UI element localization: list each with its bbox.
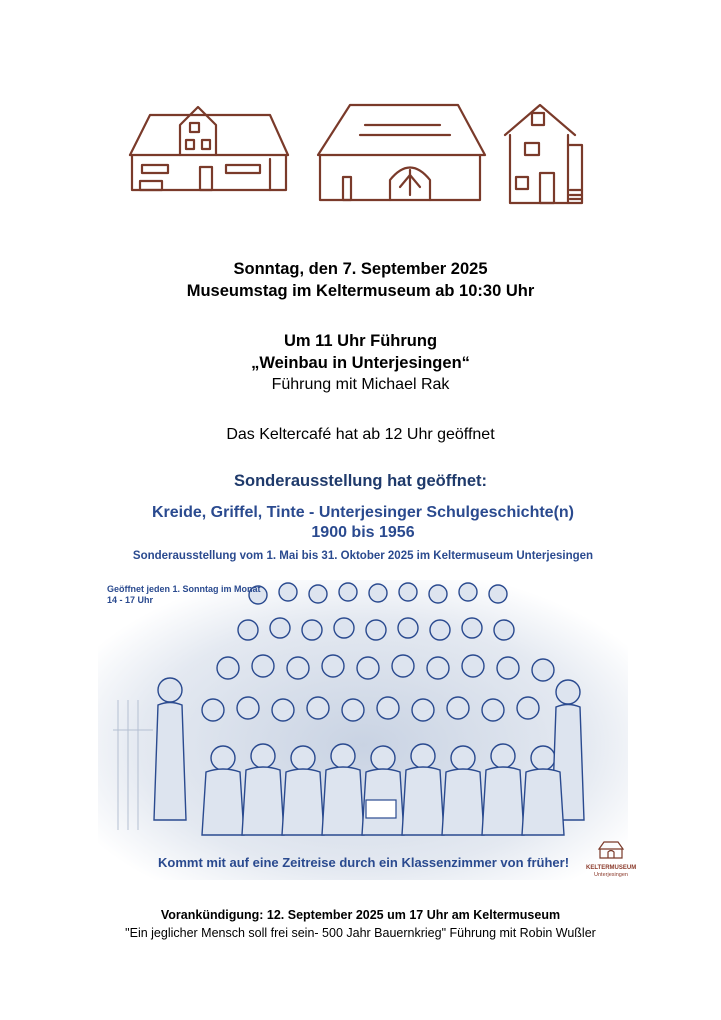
preview-line1: Vorankündigung: 12. September 2025 um 17 Uhr am Keltermuseum (160, 908, 561, 922)
cafe-info: Das Keltercafé hat ab 12 Uhr geöffnet (226, 426, 495, 443)
poster-footer: Kommt mit auf eine Zeitreise durch ein Klassenzimmer von früher! (158, 855, 570, 870)
poster-hours-line2: 14 - 17 Uhr (107, 595, 154, 605)
exhibition-poster (98, 500, 637, 885)
exhibition-heading: Sonderausstellung hat geöffnet: (233, 472, 487, 490)
houses-sketch-icon (120, 95, 600, 215)
cafe-block (0, 424, 721, 446)
preview-line2: "Ein jeglicher Mensch soll frei sein- 500 Jahr Bauernkrieg" Führung mit Robin Wußler (125, 926, 596, 940)
tour-block (0, 330, 721, 396)
poster-title-line1: Kreide, Griffel, Tinte - Unterjesinger Schulgeschichte(n) (151, 504, 574, 521)
tour-title: „Weinbau in Unterjesingen“ (251, 354, 470, 372)
tour-guide: Führung mit Michael Rak (271, 376, 450, 393)
poster-title-line2: 1900 bis 1956 (311, 524, 415, 541)
keltermuseum-logo (586, 840, 636, 880)
poster-subtitle: Sonderausstellung vom 1. Mai bis 31. Oktober 2025 im Keltermuseum Unterjesingen (132, 550, 594, 562)
event-date-block (0, 258, 721, 302)
school-class-photo-icon (98, 580, 628, 880)
museum-day: Museumstag im Keltermuseum ab 10:30 Uhr (186, 282, 535, 300)
event-date: Sonntag, den 7. September 2025 (233, 260, 488, 278)
museum-logo-icon (596, 840, 626, 860)
poster-hours-line1: Geöffnet jeden 1. Sonntag im Monat (107, 584, 261, 594)
logo-place: Unterjesingen (594, 872, 628, 878)
logo-name: KELTERMUSEUM (586, 865, 637, 871)
exhibition-heading-block (0, 470, 721, 492)
tour-time: Um 11 Uhr Führung (283, 332, 438, 350)
